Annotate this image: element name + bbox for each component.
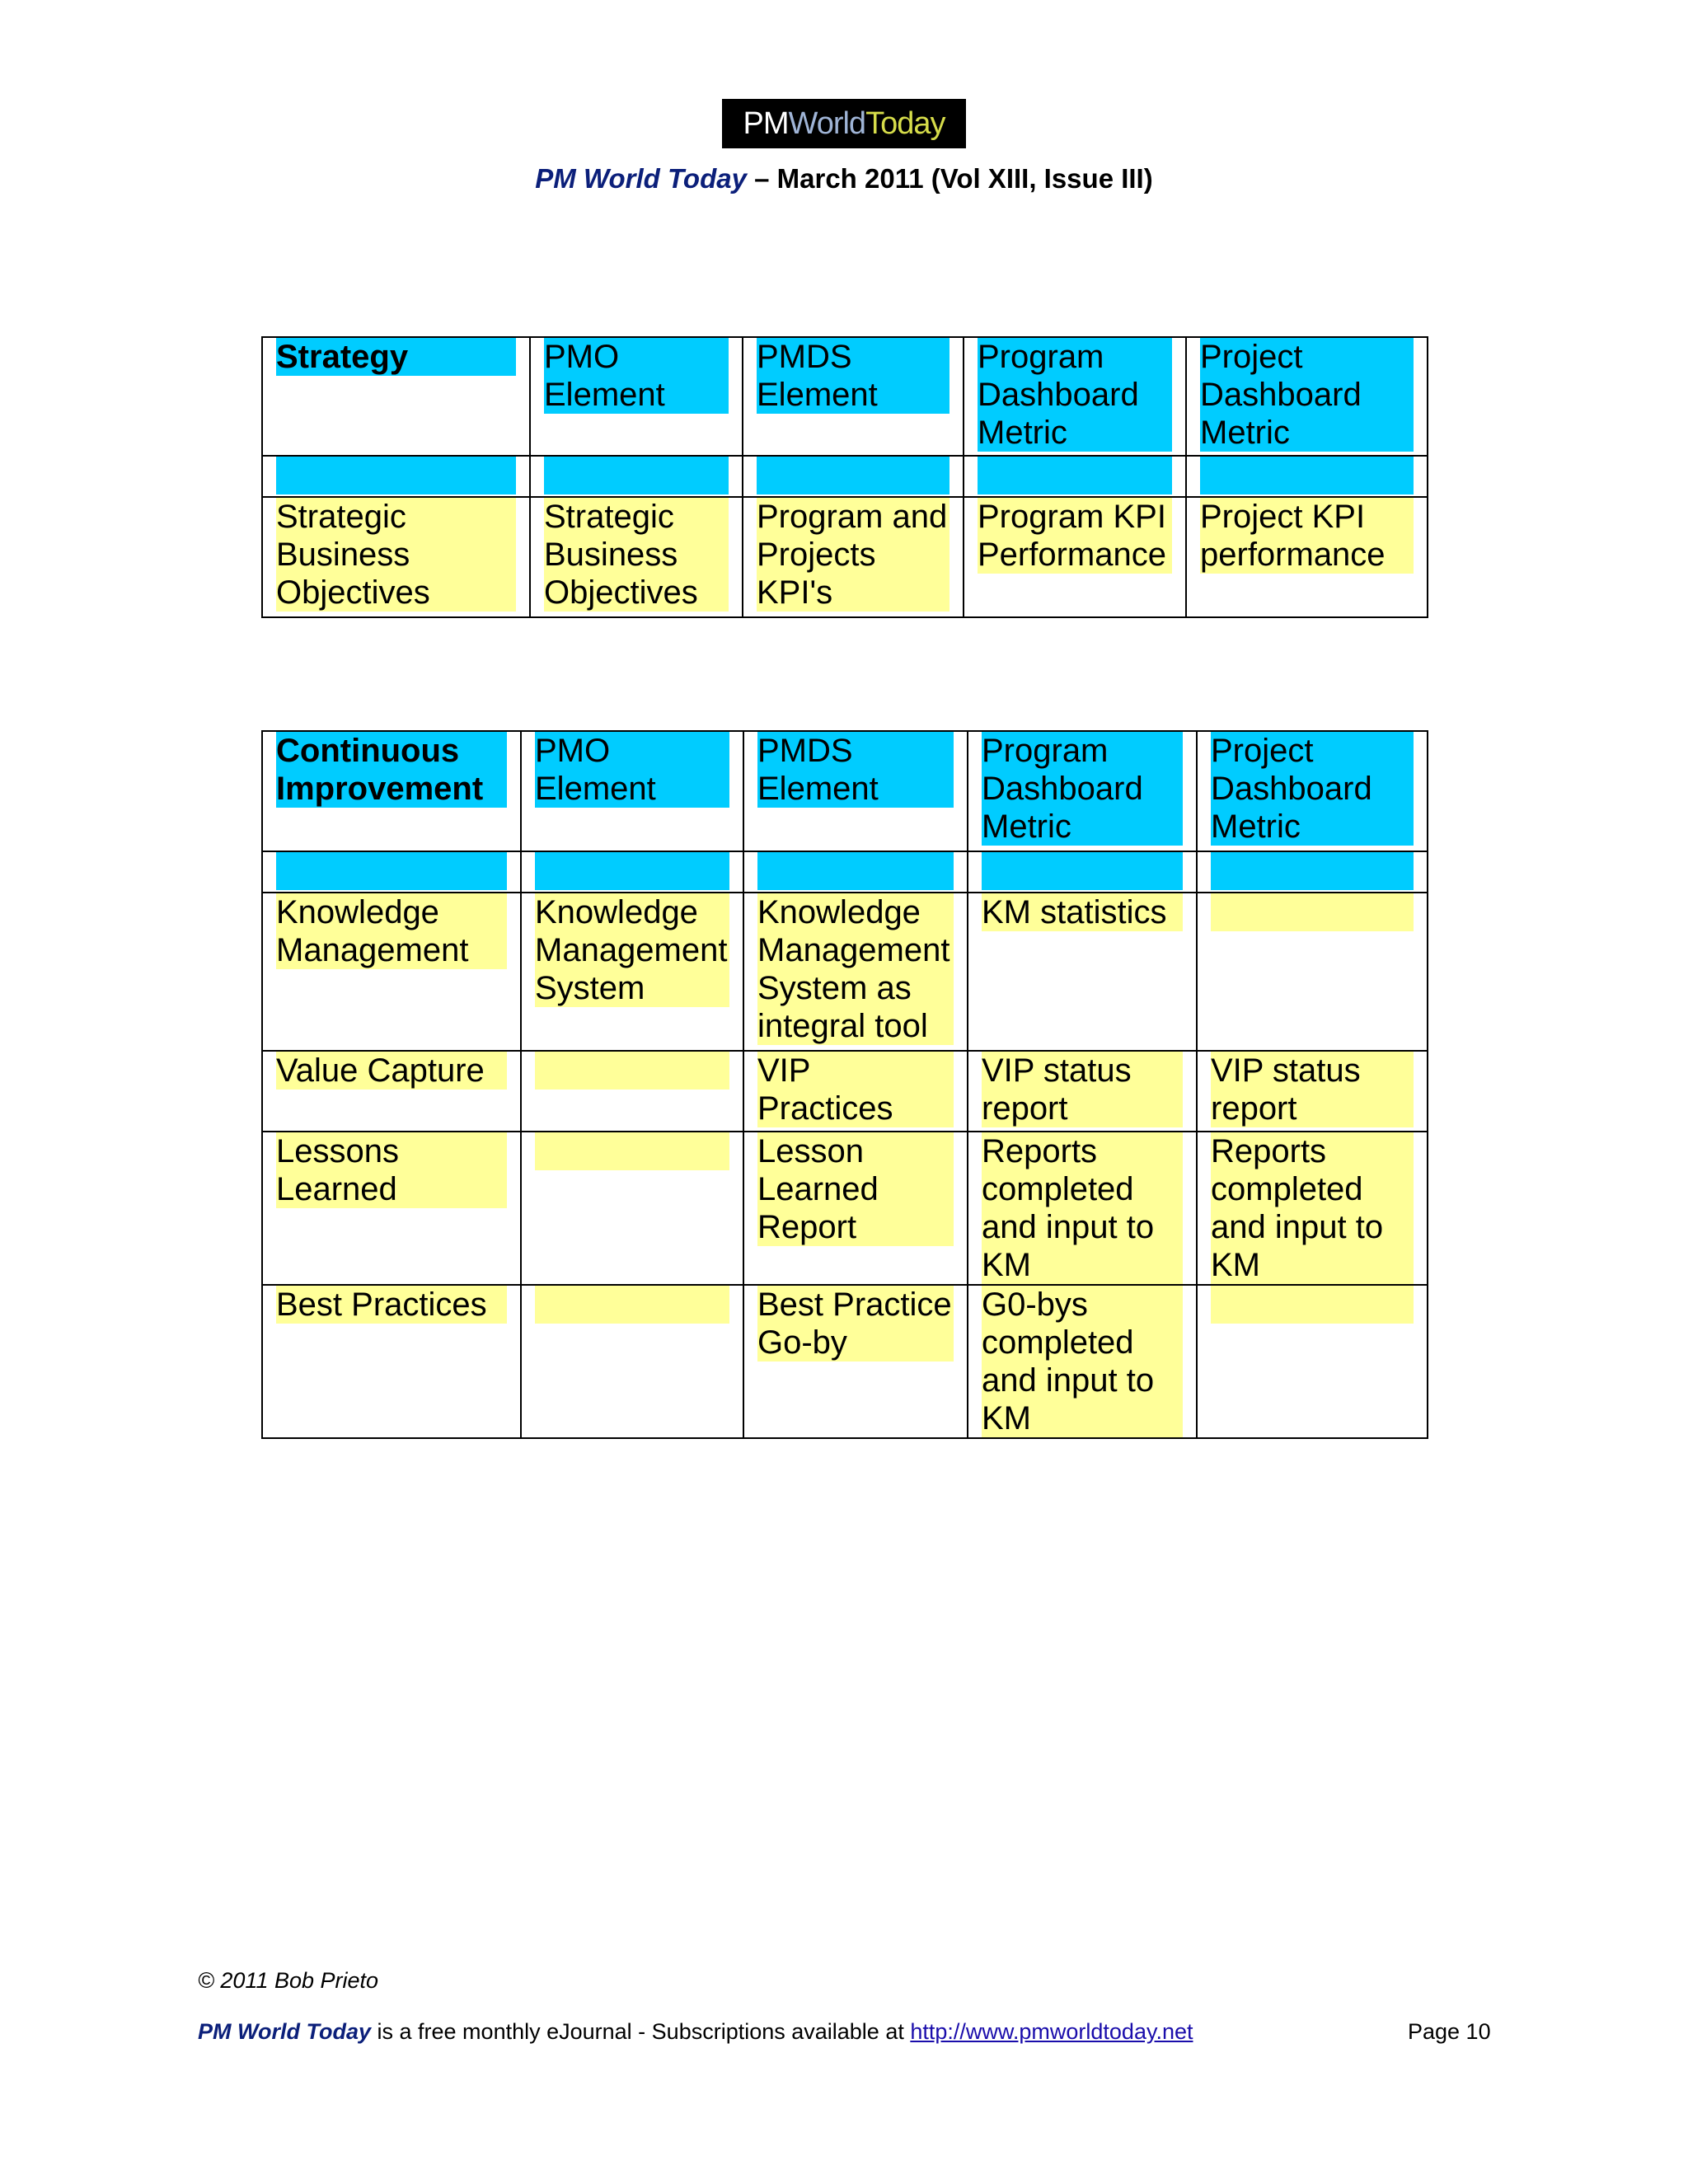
cell-text: Strategic Business Objectives (544, 498, 729, 612)
blue-bar (1200, 457, 1414, 494)
table-cell (1197, 1132, 1428, 1285)
blue-bar (276, 852, 507, 890)
table-cell (968, 1285, 1197, 1438)
cell-text: Project KPI performance (1200, 498, 1414, 574)
separator-cell (968, 851, 1197, 893)
header-pmds-element: PMDS Element (757, 338, 950, 414)
logo-part-today: Today (865, 105, 945, 141)
cell-text: Lessons Learned (276, 1132, 507, 1208)
table-cell (1197, 1051, 1428, 1132)
table-cell (1186, 497, 1428, 617)
table-cell (1197, 893, 1428, 1051)
separator-cell (262, 851, 521, 893)
table-cell (968, 1132, 1197, 1285)
cell-text: Knowledge Management System as integral tool (757, 893, 954, 1045)
table-cell (262, 1051, 521, 1132)
cell-text: Reports completed and input to KM (1211, 1132, 1414, 1284)
header-strategy: Strategy (276, 338, 516, 376)
blue-bar (757, 852, 954, 890)
separator-cell (964, 456, 1186, 497)
continuous-improvement-table (261, 730, 1428, 1439)
table-cell (743, 1051, 968, 1132)
header-issue: – March 2011 (Vol XIII, Issue III) (746, 163, 1153, 194)
table-row (262, 1285, 1428, 1438)
page-header (0, 163, 1688, 194)
table-cell (743, 893, 968, 1051)
header-cell (1197, 731, 1428, 851)
table-cell (521, 893, 743, 1051)
table-row (262, 1132, 1428, 1285)
blue-bar (1211, 852, 1414, 890)
blue-bar (276, 457, 516, 494)
header-cell (1186, 337, 1428, 456)
footer-text: is a free monthly eJournal - Subscriptions available at (371, 2019, 911, 2044)
table-cell (262, 1132, 521, 1285)
footer (198, 2019, 1193, 2045)
header-program-metric: Program Dashboard Metric (978, 338, 1172, 452)
table-cell (262, 1285, 521, 1438)
cell-text: VIP status report (1211, 1052, 1414, 1127)
table-row (262, 893, 1428, 1051)
footer-link[interactable]: http://www.pmworldtoday.net (910, 2019, 1193, 2044)
table-cell (968, 1051, 1197, 1132)
header-cell (968, 731, 1197, 851)
cell-text: Strategic Business Objectives (276, 498, 516, 612)
header-cell (262, 337, 530, 456)
separator-cell (743, 456, 964, 497)
cell-text: Knowledge Management System (535, 893, 729, 1007)
table-cell (521, 1285, 743, 1438)
blue-bar (544, 457, 729, 494)
separator-row (262, 851, 1428, 893)
header-pmo-element: PMO Element (544, 338, 729, 414)
cell-text: Best Practice Go-by (757, 1286, 954, 1361)
header-cell (530, 337, 743, 456)
table-cell (521, 1132, 743, 1285)
separator-cell (530, 456, 743, 497)
table-cell (521, 1051, 743, 1132)
table-header-row (262, 337, 1428, 456)
cell-text: Program KPI Performance (978, 498, 1172, 574)
header-cell (743, 337, 964, 456)
table-row (262, 1051, 1428, 1132)
header-project-metric: Project Dashboard Metric (1200, 338, 1414, 452)
blue-bar (982, 852, 1183, 890)
separator-cell (1186, 456, 1428, 497)
blue-bar (978, 457, 1172, 494)
separator-cell (743, 851, 968, 893)
separator-cell (521, 851, 743, 893)
table-cell (968, 893, 1197, 1051)
header-cell (521, 731, 743, 851)
table-cell (530, 497, 743, 617)
cell-text (1211, 1286, 1414, 1324)
header-magazine: PM World Today (535, 163, 747, 194)
cell-text (535, 1052, 729, 1090)
footer-magazine: PM World Today (198, 2019, 372, 2044)
page-number: Page 10 (1408, 2019, 1491, 2044)
header-pmds-element: PMDS Element (757, 732, 954, 808)
table-header-row (262, 731, 1428, 851)
separator-cell (262, 456, 530, 497)
header-program-metric: Program Dashboard Metric (982, 732, 1183, 846)
table-cell (743, 1285, 968, 1438)
cell-text: Best Practices (276, 1286, 507, 1324)
header-pmo-element: PMO Element (535, 732, 729, 808)
header-cell (262, 731, 521, 851)
header-project-metric: Project Dashboard Metric (1211, 732, 1414, 846)
cell-text: Reports completed and input to KM (982, 1132, 1183, 1284)
copyright: © 2011 Bob Prieto (198, 1968, 379, 1993)
cell-text (535, 1132, 729, 1170)
blue-bar (757, 457, 950, 494)
table-cell (262, 893, 521, 1051)
table-cell (262, 497, 530, 617)
table-cell (1197, 1285, 1428, 1438)
cell-text: Knowledge Management (276, 893, 507, 969)
header-cell (964, 337, 1186, 456)
cell-text: G0-bys completed and input to KM (982, 1286, 1183, 1437)
cell-text: VIP status report (982, 1052, 1183, 1127)
cell-text (535, 1286, 729, 1324)
separator-row (262, 456, 1428, 497)
table-row (262, 497, 1428, 617)
strategy-table (261, 336, 1428, 618)
table-cell (743, 497, 964, 617)
cell-text: Value Capture (276, 1052, 507, 1090)
blue-bar (535, 852, 729, 890)
separator-cell (1197, 851, 1428, 893)
cell-text: VIP Practices (757, 1052, 954, 1127)
cell-text: Lesson Learned Report (757, 1132, 954, 1246)
logo (722, 99, 966, 148)
header-cell (743, 731, 968, 851)
table-cell (743, 1132, 968, 1285)
logo-part-world: World (788, 105, 866, 141)
header-continuous-improvement: Continuous Improvement (276, 732, 507, 808)
cell-text (1211, 893, 1414, 931)
table-cell (964, 497, 1186, 617)
cell-text: KM statistics (982, 893, 1183, 931)
logo-part-pm: PM (743, 105, 789, 141)
cell-text: Program and Projects KPI's (757, 498, 950, 612)
